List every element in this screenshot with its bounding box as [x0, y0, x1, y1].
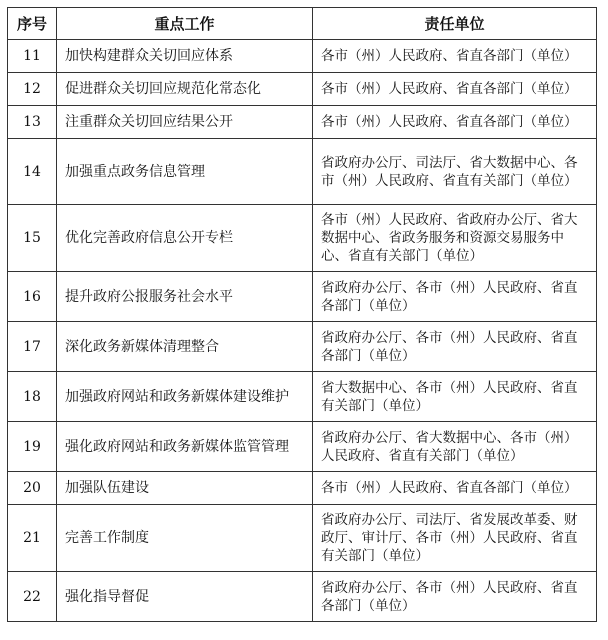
row-task: 加强重点政务信息管理: [57, 139, 313, 205]
row-unit: 省政府办公厅、省大数据中心、各市（州）人民政府、省直有关部门（单位）: [313, 422, 597, 472]
row-task: 加强队伍建设: [57, 472, 313, 505]
row-task: 完善工作制度: [57, 505, 313, 572]
row-unit: 省大数据中心、各市（州）人民政府、省直有关部门（单位）: [313, 372, 597, 422]
row-task: 强化指导督促: [57, 572, 313, 622]
row-task: 优化完善政府信息公开专栏: [57, 205, 313, 272]
row-unit: 各市（州）人民政府、省政府办公厅、省大数据中心、省政务服务和资源交易服务中心、省直有关部门（单位）: [313, 205, 597, 272]
row-number: 16: [8, 272, 57, 322]
row-number: 15: [8, 205, 57, 272]
table-row: [8, 106, 597, 139]
row-number: 14: [8, 139, 57, 205]
table-row: [8, 472, 597, 505]
row-unit: 各市（州）人民政府、省直各部门（单位）: [313, 472, 597, 505]
row-number: 11: [8, 40, 57, 73]
row-number: 13: [8, 106, 57, 139]
header-serial-number: 序号: [8, 8, 57, 40]
row-number: 12: [8, 73, 57, 106]
table-row: [8, 422, 597, 472]
row-unit: 省政府办公厅、各市（州）人民政府、省直各部门（单位）: [313, 572, 597, 622]
row-number: 21: [8, 505, 57, 572]
row-number: 19: [8, 422, 57, 472]
row-task: 强化政府网站和政务新媒体监管管理: [57, 422, 313, 472]
row-unit: 各市（州）人民政府、省直各部门（单位）: [313, 40, 597, 73]
row-task: 促进群众关切回应规范化常态化: [57, 73, 313, 106]
row-unit: 省政府办公厅、司法厅、省大数据中心、各市（州）人民政府、省直有关部门（单位）: [313, 139, 597, 205]
table-row: [8, 572, 597, 622]
table-header-row: [8, 8, 597, 40]
row-unit: 各市（州）人民政府、省直各部门（单位）: [313, 106, 597, 139]
document-page: [7, 7, 597, 622]
row-task: 加强政府网站和政务新媒体建设维护: [57, 372, 313, 422]
row-number: 22: [8, 572, 57, 622]
row-task: 深化政务新媒体清理整合: [57, 322, 313, 372]
table-row: [8, 73, 597, 106]
row-unit: 省政府办公厅、各市（州）人民政府、省直各部门（单位）: [313, 322, 597, 372]
header-responsible-unit: 责任单位: [313, 8, 597, 40]
table-row: [8, 372, 597, 422]
table-row: [8, 322, 597, 372]
table-row: [8, 40, 597, 73]
table-row: [8, 505, 597, 572]
row-unit: 省政府办公厅、各市（州）人民政府、省直各部门（单位）: [313, 272, 597, 322]
row-number: 17: [8, 322, 57, 372]
responsibility-table: [7, 7, 597, 622]
row-task: 加快构建群众关切回应体系: [57, 40, 313, 73]
table-row: [8, 139, 597, 205]
row-task: 注重群众关切回应结果公开: [57, 106, 313, 139]
table-row: [8, 205, 597, 272]
row-number: 18: [8, 372, 57, 422]
header-key-work: 重点工作: [57, 8, 313, 40]
row-unit: 各市（州）人民政府、省直各部门（单位）: [313, 73, 597, 106]
table-row: [8, 272, 597, 322]
row-number: 20: [8, 472, 57, 505]
row-task: 提升政府公报服务社会水平: [57, 272, 313, 322]
row-unit: 省政府办公厅、司法厅、省发展改革委、财政厅、审计厅、各市（州）人民政府、省直有关部门（单位）: [313, 505, 597, 572]
